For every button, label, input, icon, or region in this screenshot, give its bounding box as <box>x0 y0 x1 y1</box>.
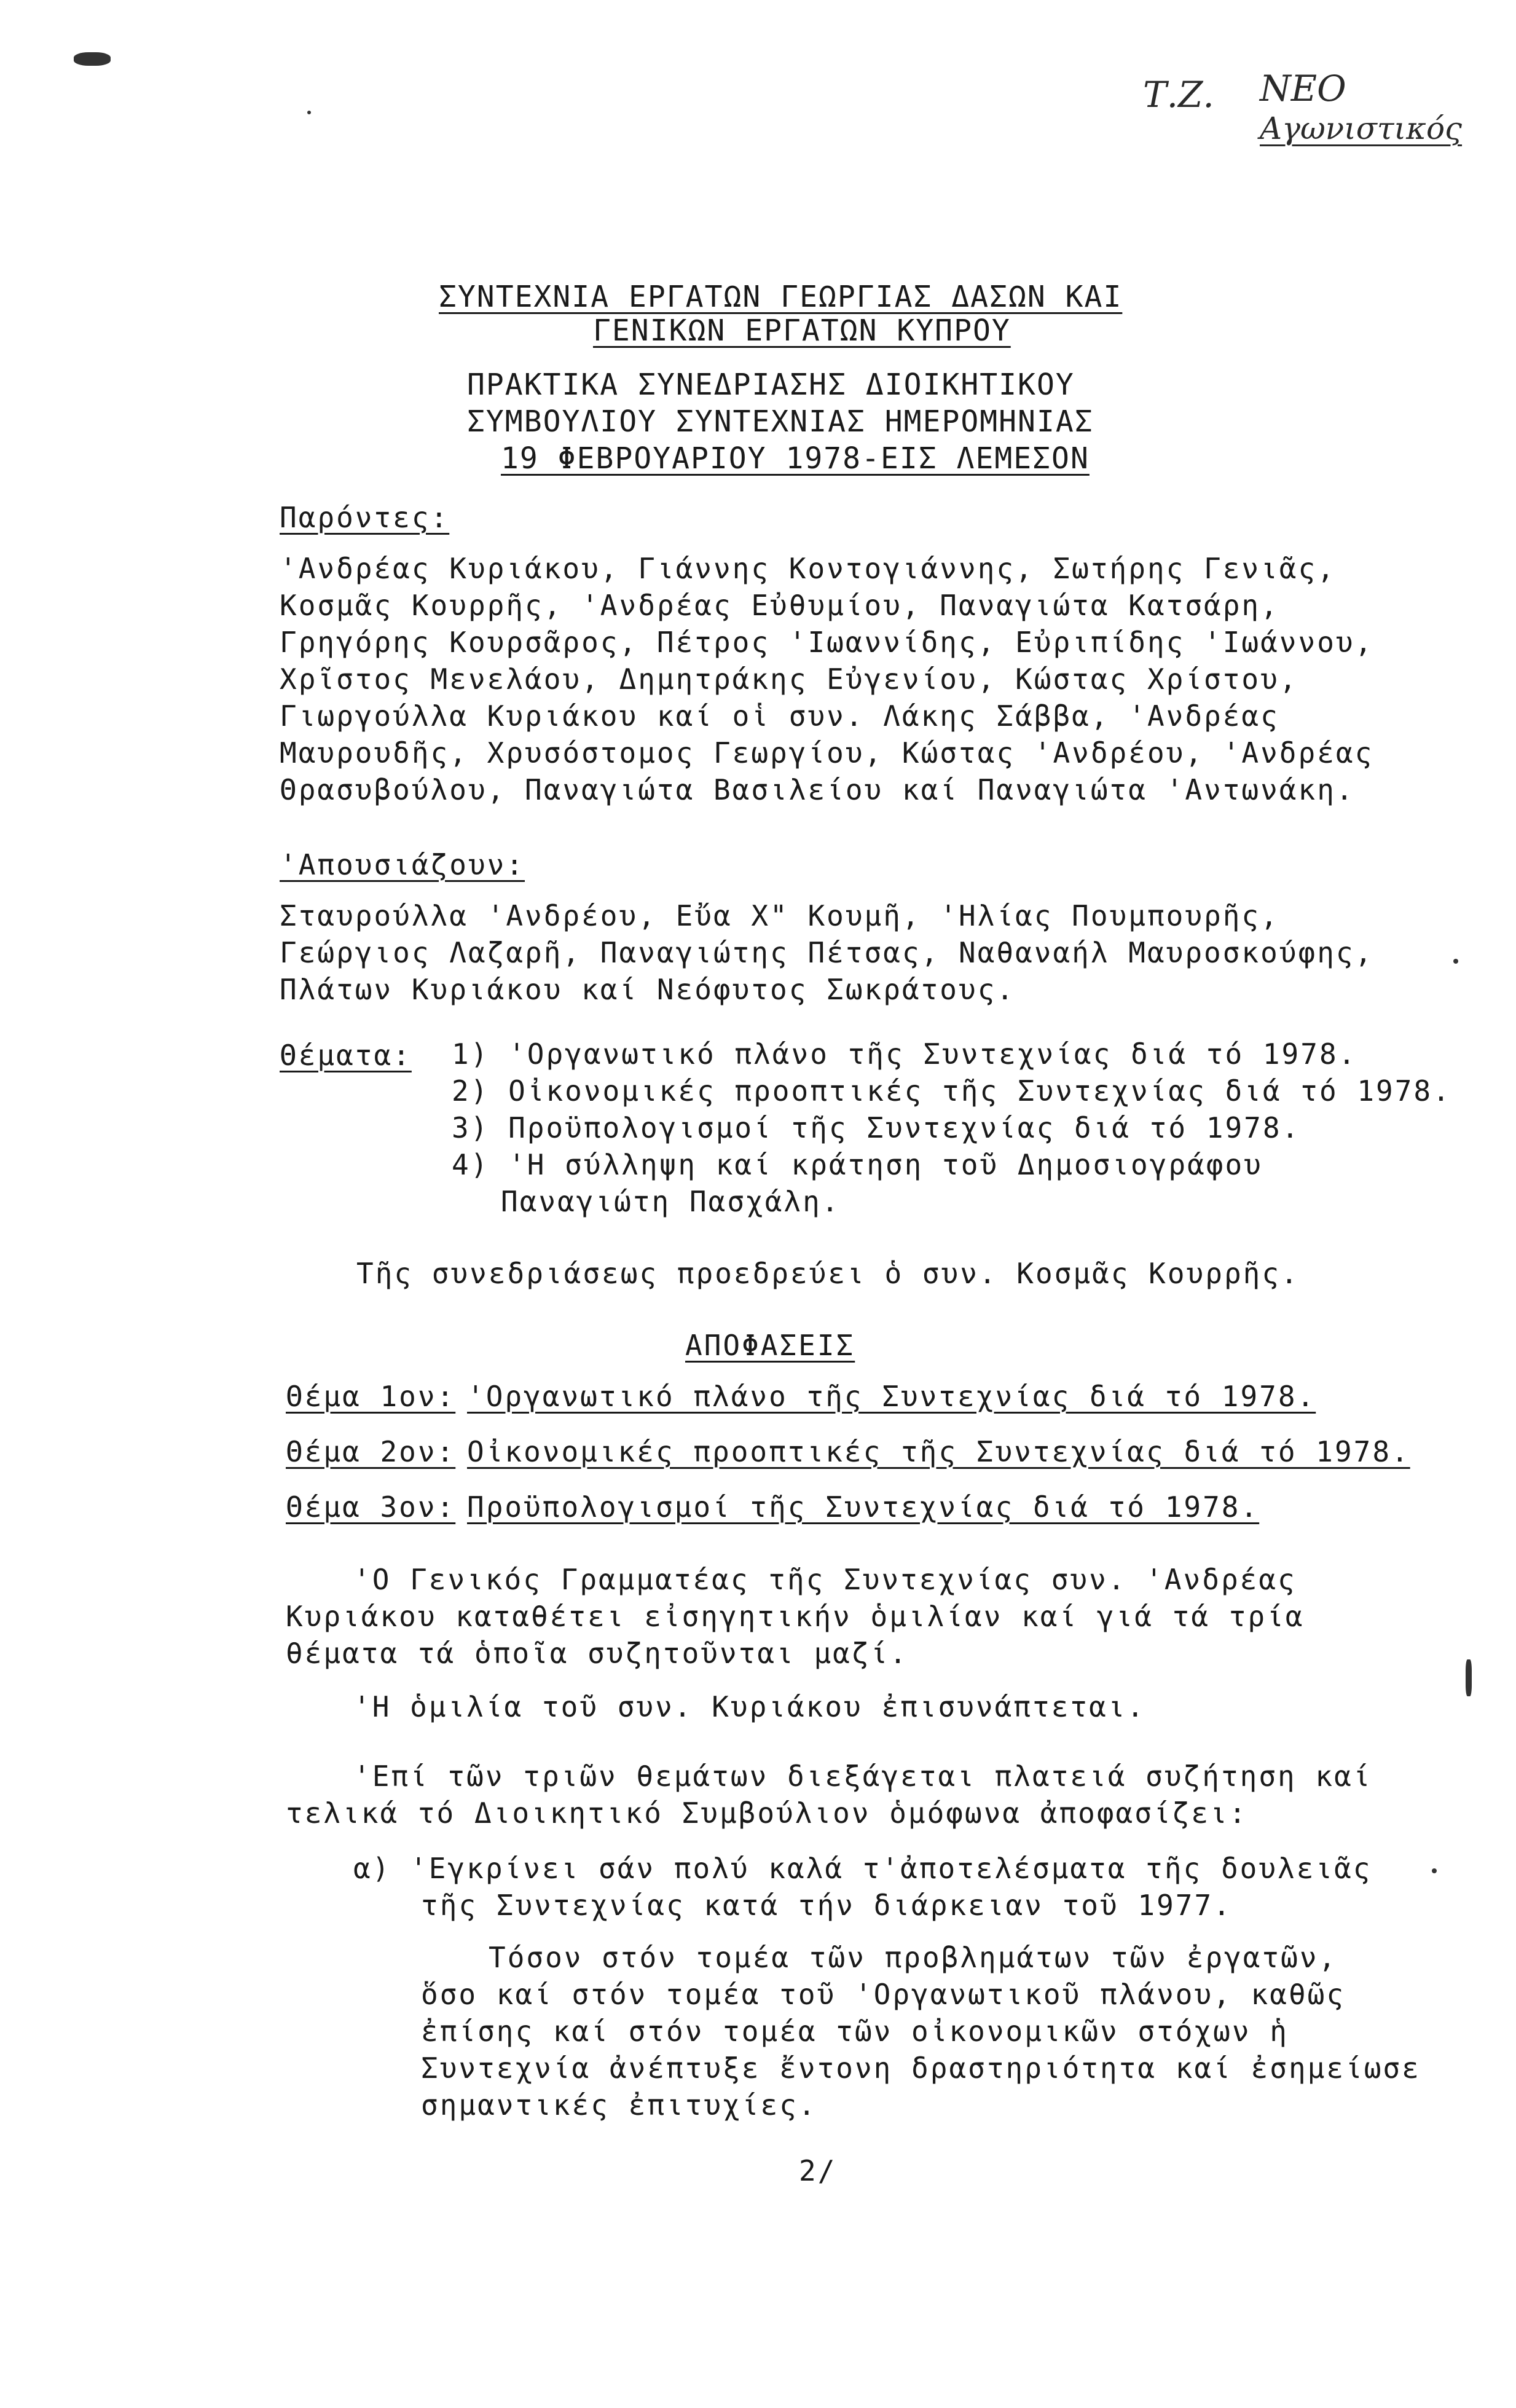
absent-line: Πλάτων Κυριάκου καί Νεόφυτος Σωκράτους. <box>280 973 1016 1006</box>
topic-item-4-cont: Παναγιώτη Πασχάλη. <box>501 1185 841 1218</box>
absent-heading: 'Απουσιάζουν: <box>280 848 525 881</box>
present-line: Μαυρουδῆς, Χρυσόστομος Γεωργίου, Κώστας 'Ανδρέου, 'Ανδρέας <box>280 736 1374 769</box>
decision-item-a <box>353 1850 1372 1924</box>
topic-item-2: 2) Οἰκονομικές προοπτικές τῆς Συντεχνίας διά τό 1978. <box>452 1074 1451 1108</box>
paragraph-line: Κυριάκου καταθέτει εἰσηγητικήν ὁμιλίαν καί γιά τά τρία <box>286 1600 1305 1633</box>
present-line: 'Ανδρέας Κυριάκου, Γιάννης Κοντογιάννης, Σωτήρης Γενιᾶς, <box>280 552 1336 585</box>
paragraph-line: σημαντικές ἐπιτυχίες. <box>421 2088 817 2122</box>
topics-list <box>452 1036 1451 1220</box>
paragraph-line: Τόσον στόν τομέα τῶν προβλημάτων τῶν ἐργατῶν, <box>489 1941 1338 1974</box>
handwritten-note-line2: ΝΕΟ <box>1260 68 1346 109</box>
topic-item-3: 3) Προϋπολογισμοί τῆς Συντεχνίας διά τό 1978. <box>452 1111 1301 1144</box>
decision-topic-1-label: Θέμα 1ον: <box>286 1380 456 1413</box>
decision-topic-1-text: 'Οργανωτικό πλάνο τῆς Συντεχνίας διά τό 1978. <box>467 1380 1316 1413</box>
present-line: Γιωργούλλα Κυριάκου καί οἱ συν. Λάκης Σάββα, 'Ανδρέας <box>280 699 1279 733</box>
scan-speck <box>74 52 111 66</box>
absent-line: Γεώργιος Λαζαρῆ, Παναγιώτης Πέτσας, Ναθαναήλ Μαυροσκούφης, <box>280 936 1374 969</box>
header-line-2: ΓΕΝΙΚΩΝ ΕΡΓΑΤΩΝ ΚΥΠΡΟΥ <box>593 313 1011 348</box>
topic-item-4: 4) 'Η σύλληψη καί κράτηση τοῦ Δημοσιογράφου <box>452 1148 1263 1181</box>
present-list <box>280 550 1373 808</box>
header-line-5: 19 ΦΕΒΡΟΥΑΡΙΟΥ 1978-ΕΙΣ ΛΕΜΕΣΟΝ <box>501 441 1090 476</box>
absent-list <box>280 897 1373 1008</box>
paragraph-intro <box>286 1561 1305 1672</box>
present-line: Θρασυβούλου, Παναγιώτα Βασιλείου καί Παναγιώτα 'Αντωνάκη. <box>280 773 1355 806</box>
scan-speck <box>1453 959 1458 964</box>
paragraph-line: 'Επί τῶν τριῶν θεμάτων διεξάγεται πλατειά συζήτηση καί <box>353 1760 1372 1793</box>
decisions-heading: ΑΠΟΦΑΣΕΙΣ <box>685 1329 855 1362</box>
decision-topic-2-label: Θέμα 2ον: <box>286 1435 456 1468</box>
paragraph-line: τελικά τό Διοικητικό Συμβούλιον ὁμόφωνα ἀποφασίζει: <box>286 1796 1248 1830</box>
scan-speck <box>307 111 311 114</box>
page-number: 2/ <box>799 2154 837 2187</box>
paragraph-discussion <box>286 1758 1372 1832</box>
topic-item-1: 1) 'Οργανωτικό πλάνο τῆς Συντεχνίας διά τό 1978. <box>452 1037 1357 1071</box>
header-line-1: ΣΥΝΤΕΧΝΙΑ ΕΡΓΑΤΩΝ ΓΕΩΡΓΙΑΣ ΔΑΣΩΝ ΚΑΙ <box>439 280 1123 314</box>
decision-topic-3-label: Θέμα 3ον: <box>286 1490 456 1524</box>
decision-item-line: α) 'Εγκρίνει σάν πολύ καλά τ'ἀποτελέσματα τῆς δουλειᾶς <box>353 1852 1372 1885</box>
handwritten-note-initials: Τ.Ζ. <box>1143 74 1214 116</box>
header-line-3: ΠΡΑΚΤΙΚΑ ΣΥΝΕΔΡΙΑΣΗΣ ΔΙΟΙΚΗΤΙΚΟΥ <box>467 368 1075 402</box>
decision-item-line: τῆς Συντεχνίας κατά τήν διάρκειαν τοῦ 1977. <box>421 1889 1232 1922</box>
header-line-4: ΣΥΜΒΟΥΛΙΟΥ ΣΥΝΤΕΧΝΙΑΣ ΗΜΕΡΟΜΗΝΙΑΣ <box>467 404 1094 439</box>
present-line: Χρῖστος Μενελάου, Δημητράκης Εὐγενίου, Κώστας Χρίστου, <box>280 663 1298 696</box>
decision-topic-3-text: Προϋπολογισμοί τῆς Συντεχνίας διά τό 1978. <box>467 1490 1260 1524</box>
paragraph-line: ἐπίσης καί στόν τομέα τῶν οἰκονομικῶν στόχων ἡ <box>421 2015 1289 2048</box>
present-line: Κοσμᾶς Κουρρῆς, 'Ανδρέας Εὐθυμίου, Παναγιώτα Κατσάρη, <box>280 589 1279 622</box>
paragraph-line: 'Ο Γενικός Γραμματέας τῆς Συντεχνίας συν. 'Ανδρέας <box>353 1563 1297 1596</box>
handwritten-note-line3: Αγωνιστικός <box>1260 111 1463 146</box>
decision-topic-2-text: Οἰκονομικές προοπτικές τῆς Συντεχνίας διά τό 1978. <box>467 1435 1410 1468</box>
present-heading: Παρόντες: <box>280 501 450 534</box>
paragraph-line: ὅσο καί στόν τομέα τοῦ 'Οργανωτικοῦ πλάνου, καθῶς <box>421 1978 1346 2011</box>
scan-speck <box>1466 1659 1472 1696</box>
paragraph-line: Συντεχνία ἀνέπτυξε ἔντονη δραστηριότητα καί ἐσημείωσε <box>421 2052 1421 2085</box>
scan-speck <box>1432 1868 1437 1873</box>
paragraph-attachment: 'Η ὁμιλία τοῦ συν. Κυριάκου ἐπισυνάπτεται. <box>353 1690 1146 1723</box>
topics-heading: Θέματα: <box>280 1039 412 1072</box>
chair-line: Τῆς συνεδριάσεως προεδρεύει ὁ συν. Κοσμᾶς Κουρρῆς. <box>356 1257 1300 1290</box>
present-line: Γρηγόρης Κουρσᾶρος, Πέτρος 'Ιωαννίδης, Εὐριπίδης 'Ιωάννου, <box>280 626 1374 659</box>
paragraph-achievements <box>421 1939 1421 2123</box>
absent-line: Σταυρούλλα 'Ανδρέου, Εὔα Χ" Κουμῆ, 'Ηλίας Πουμπουρῆς, <box>280 899 1279 932</box>
paragraph-line: θέματα τά ὁποῖα συζητοῦνται μαζί. <box>286 1637 908 1670</box>
